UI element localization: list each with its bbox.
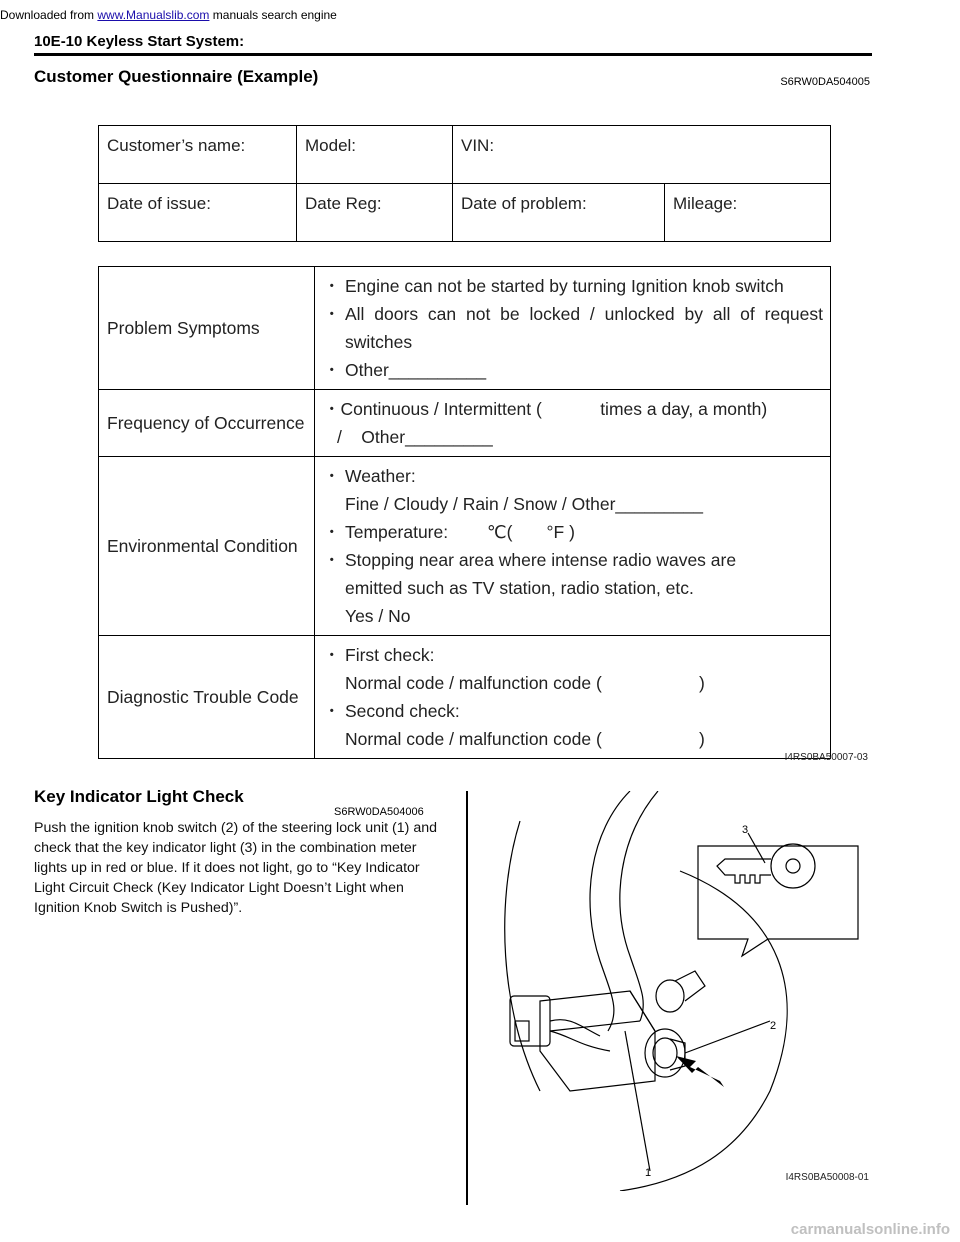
environment-value bbox=[315, 457, 831, 636]
symptom-text: Engine can not be started by turning Ignition knob switch bbox=[345, 276, 784, 296]
list-item bbox=[323, 272, 823, 300]
callout-2: 2 bbox=[770, 1020, 777, 1032]
table-row bbox=[99, 457, 831, 636]
steering-lock-body bbox=[540, 991, 655, 1091]
indicator-callout-box bbox=[698, 846, 858, 956]
header-rule bbox=[34, 53, 872, 56]
download-suffix: manuals search engine bbox=[209, 8, 337, 22]
frequency-line2: / Other_________ bbox=[337, 427, 493, 447]
list-item bbox=[323, 462, 823, 490]
customer-info-table bbox=[98, 125, 831, 242]
leader-line-1 bbox=[625, 1031, 650, 1171]
customer-name-cell: Customer’s name: bbox=[99, 126, 297, 184]
symptom-text: All doors can not be locked / unlocked by all of request switches bbox=[345, 304, 823, 352]
list-item bbox=[323, 356, 823, 384]
frequency-line1: ・Continuous / Intermittent ( times a day, a month) bbox=[323, 399, 768, 419]
figure-caption-2: I4RS0BA50008-01 bbox=[785, 1172, 869, 1183]
frequency-label: Frequency of Occurrence bbox=[99, 390, 315, 457]
list-item bbox=[323, 546, 823, 574]
radio-answer: Yes / No bbox=[345, 606, 411, 626]
date-reg-cell: Date Reg: bbox=[297, 184, 453, 242]
date-of-issue-cell: Date of issue: bbox=[99, 184, 297, 242]
list-item bbox=[323, 300, 823, 356]
temperature-text: Temperature: ℃( °F ) bbox=[345, 522, 575, 542]
list-item bbox=[323, 697, 823, 725]
bullet: ・ bbox=[323, 304, 341, 324]
table-row bbox=[99, 390, 831, 457]
callout-1: 1 bbox=[645, 1167, 652, 1179]
key-indicator-title: Key Indicator Light Check bbox=[34, 787, 244, 806]
watermark: carmanualsonline.info bbox=[790, 1221, 950, 1238]
first-check-label: First check: bbox=[345, 645, 435, 665]
callout-3: 3 bbox=[742, 824, 749, 836]
model-cell: Model: bbox=[297, 126, 453, 184]
table-row bbox=[99, 636, 831, 759]
bullet: ・ bbox=[323, 701, 341, 721]
table-row bbox=[99, 184, 831, 242]
frequency-value bbox=[315, 390, 831, 457]
date-of-problem-cell: Date of problem: bbox=[453, 184, 665, 242]
download-banner bbox=[0, 8, 337, 22]
bullet: ・ bbox=[323, 360, 341, 380]
ignition-knob-housing bbox=[645, 1029, 685, 1077]
download-prefix: Downloaded from bbox=[0, 8, 98, 22]
mileage-cell: Mileage: bbox=[665, 184, 831, 242]
bullet: ・ bbox=[323, 550, 341, 570]
weather-value: Fine / Cloudy / Rain / Snow / Other_________ bbox=[345, 494, 703, 514]
bullet: ・ bbox=[323, 466, 341, 486]
environment-label: Environmental Condition bbox=[99, 457, 315, 636]
table-row bbox=[99, 126, 831, 184]
key-icon-head bbox=[771, 844, 815, 888]
dtc-label: Diagnostic Trouble Code bbox=[99, 636, 315, 759]
second-check-value: Normal code / malfunction code ( ) bbox=[345, 729, 705, 749]
figure-caption-1: I4RS0BA50007-03 bbox=[784, 752, 868, 763]
manualslib-link[interactable]: www.Manualslib.com bbox=[97, 8, 210, 22]
weather-label: Weather: bbox=[345, 466, 416, 486]
problem-symptoms-label: Problem Symptoms bbox=[99, 267, 315, 390]
leader-line-2 bbox=[685, 1021, 770, 1053]
symptoms-table bbox=[98, 266, 831, 759]
key-indicator-code: S6RW0DA504006 bbox=[334, 806, 424, 818]
first-check-value: Normal code / malfunction code ( ) bbox=[345, 673, 705, 693]
vin-cell: VIN: bbox=[453, 126, 831, 184]
radio-line2: emitted such as TV station, radio station, etc. bbox=[345, 578, 694, 598]
list-item bbox=[323, 641, 823, 669]
symptom-text: Other__________ bbox=[345, 360, 487, 380]
page-header-title: 10E-10 Keyless Start System: bbox=[34, 33, 245, 50]
column-divider bbox=[466, 791, 468, 1205]
column-cover-left bbox=[505, 821, 540, 1091]
dtc-value bbox=[315, 636, 831, 759]
bullet: ・ bbox=[323, 276, 341, 296]
wheel-rim-inner bbox=[620, 791, 658, 1021]
push-arrow-icon bbox=[676, 1056, 724, 1087]
bullet: ・ bbox=[323, 645, 341, 665]
problem-symptoms-value bbox=[315, 267, 831, 390]
key-icon-blade bbox=[717, 859, 771, 883]
radio-label: Stopping near area where intense radio waves are bbox=[345, 550, 737, 570]
bullet: ・ bbox=[323, 522, 341, 542]
second-check-label: Second check: bbox=[345, 701, 460, 721]
section-title: Customer Questionnaire (Example) bbox=[34, 67, 319, 86]
key-indicator-body: Push the ignition knob switch (2) of the steering lock unit (1) and check that the key indicator light (3) in the combination meter lights up in red or blue. If it does not light, go to “Key Indicator Light Circuit Check (Key Indicator Light Doesn’t Light when Ignition Knob Switch is Pushed)”. bbox=[34, 820, 437, 916]
steering-lock-illustration bbox=[480, 791, 875, 1191]
section-code: S6RW0DA504005 bbox=[780, 76, 870, 88]
list-item bbox=[323, 518, 823, 546]
table-row bbox=[99, 267, 831, 390]
